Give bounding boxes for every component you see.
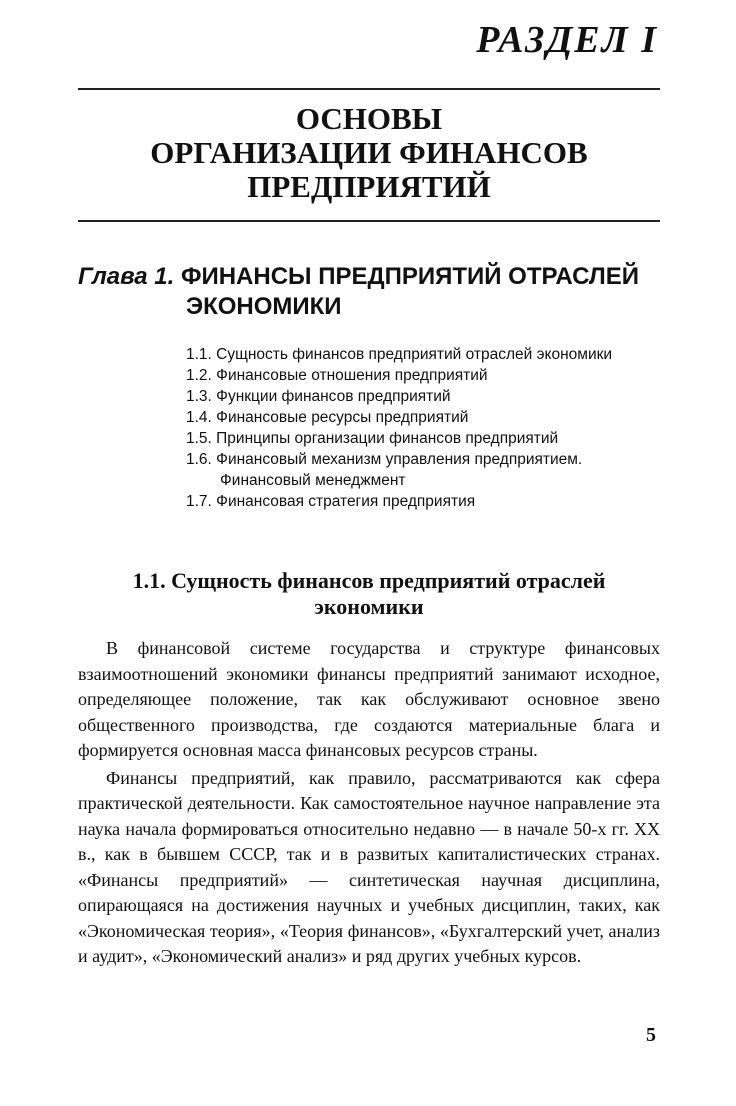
section-heading-line2: экономики: [314, 594, 424, 619]
chapter-heading: [78, 262, 678, 322]
part-title: [78, 102, 660, 204]
toc-item: 1.7. Финансовая стратегия предприятия: [186, 493, 476, 510]
toc-item: 1.1. Сущность финансов предприятий отраслей экономики: [186, 346, 613, 363]
bottom-rule: [78, 220, 660, 222]
page-number: 5: [646, 1024, 656, 1046]
toc-item: 1.3. Функции финансов предприятий: [186, 388, 451, 405]
toc-item: 1.5. Принципы организации финансов предприятий: [186, 430, 559, 447]
top-rule: [78, 88, 660, 90]
toc-item: 1.4. Финансовые ресурсы предприятий: [186, 409, 469, 426]
chapter-title-line2: ЭКОНОМИКИ: [186, 293, 342, 320]
section-label: РАЗДЕЛ I: [476, 19, 658, 61]
part-title-line: ОРГАНИЗАЦИИ ФИНАНСОВ: [150, 135, 588, 170]
section-heading-line1: 1.1. Сущность финансов предприятий отраслей: [132, 568, 606, 593]
paragraph: В финансовой системе государства и структуре финансовых взаимоотношений экономики финансы предприятий занимают исходное, определяющее положение, так как обслуживают основное звено общественного производства, где создаются материальные блага и формируется основная масса финансовых ресурсов страны.: [78, 638, 660, 760]
toc-item: 1.2. Финансовые отношения предприятий: [186, 367, 488, 384]
chapter-label: Глава 1.: [78, 263, 175, 290]
chapter-contents: [186, 344, 666, 512]
section-heading: [78, 568, 660, 620]
part-title-line: ПРЕДПРИЯТИЙ: [247, 169, 491, 204]
chapter-title-line1: ФИНАНСЫ ПРЕДПРИЯТИЙ ОТРАСЛЕЙ: [180, 263, 639, 290]
paragraph: Финансы предприятий, как правило, рассматриваются как сфера практической деятельности. Как самостоятельное научное направление эта наука начала формироваться относительно недавно — в начале 50-х гг. XX в., как в бывшем СССР, так и в развитых капиталистических странах. «Финансы предприятий» — синтетическая научная дисциплина, опирающаяся на достижения научных и учебных дисциплин, таких, как «Экономическая теория», «Теория финансов», «Бухгалтерский учет, анализ и аудит», «Экономический анализ» и ряд других учебных курсов.: [78, 767, 660, 966]
part-title-line: ОСНОВЫ: [295, 101, 443, 136]
body-text: [78, 636, 660, 972]
toc-item: 1.6. Финансовый механизм управления предприятием. Финансовый менеджмент: [186, 451, 583, 489]
